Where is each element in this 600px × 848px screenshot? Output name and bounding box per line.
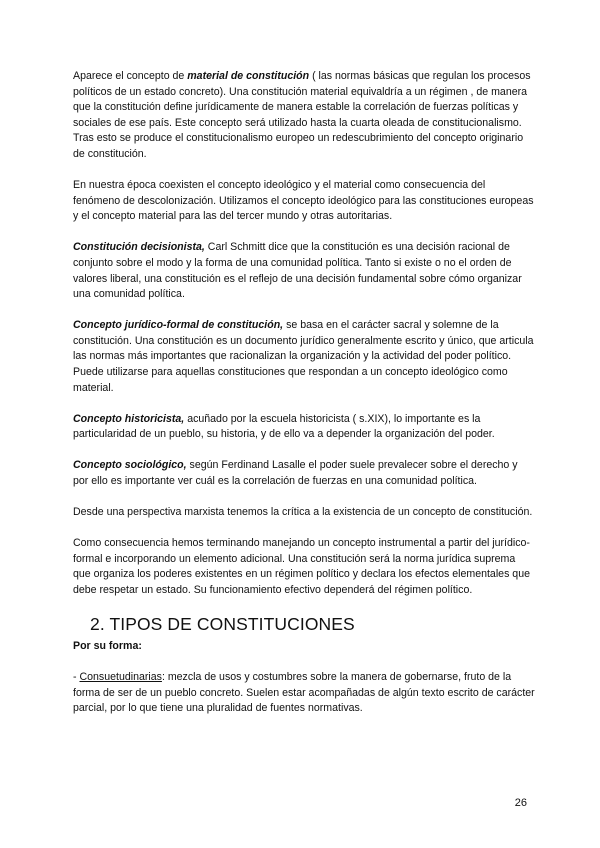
paragraph-historicist (73, 412, 535, 443)
paragraph-sociological (73, 458, 535, 489)
term-consuetudinarias: Consuetudinarias (79, 671, 162, 684)
paragraph-material-constitution (73, 69, 535, 131)
paragraph-text: se basa en el carácter sacral y solemne de la constitución. Una constitución es un documento jurídico generalmente escrito y único, que articula las normas más importantes que racionalizan la organización y la actividad del poder político. Puede utilizarse para aquellas constituciones que respondan a un concepto ideológico como material. (73, 319, 534, 394)
page-body (73, 69, 535, 717)
paragraph-text: : mezcla de usos y costumbres sobre la manera de gobernarse, fruto de la forma de ser de un pueblo concreto. Suelen estar acompañadas de algún texto escrito de carácter parcial, por lo que tiene una pluralidad de fuentes normativas. (73, 671, 535, 715)
term-sociological: Concepto sociológico, (73, 459, 187, 472)
paragraph-instrumental-concept: Como consecuencia hemos terminando manejando un concepto instrumental a partir del jurídico-formal e incorporando un elemento adicional. Una constitución será la norma jurídica suprema que organiza los poderes existentes en un régimen político y declara los efectos elementales que debe respetar un estado. Su funcionamiento efectivo dependerá del régimen político. (73, 537, 530, 596)
section-heading: 2. TIPOS DE CONSTITUCIONES (90, 614, 355, 635)
list-dash: - (73, 671, 80, 684)
page-number: 26 (514, 797, 527, 809)
paragraph-text: ( las normas básicas que regulan los procesos políticos de un estado concreto). Una constitución material equivaldría a un régimen , de manera que la constitución define jurídicamente de manera estable la correlación de fuerzas políticas y sociales de ese país. Este concepto será utilizado hasta la cuarta oleada de constitucionalismo. (73, 70, 531, 129)
term-juridical-formal: Concepto jurídico-formal de constitución, (73, 319, 284, 332)
term-historicist: Concepto historicista, (73, 412, 185, 425)
paragraph-decisionist (73, 240, 535, 302)
subheading-by-form: Por su forma: (73, 640, 142, 653)
paragraph-marxist: Desde una perspectiva marxista tenemos la crítica a la existencia de un concepto de constitución. (73, 506, 533, 519)
paragraph-text: según Ferdinand Lasalle el poder suele prevalecer sobre el derecho y por ello es importante ver cuál es la correlación de fuerzas en una comunidad política. (73, 459, 518, 487)
paragraph-text: Carl Schmitt dice que la constitución es una decisión racional de conjunto sobre el modo y la forma de una comunidad política. Tanto si existe o no el orden de valores liberal, una constitución es el reflejo de una decisión fundamental sobre cómo organizar una comunidad política. (73, 241, 522, 301)
term-material-constitution: material de constitución (187, 70, 310, 82)
paragraph-current-era: En nuestra época coexisten el concepto ideológico y el material como consecuencia del fenómeno de descolonización. Utilizamos el concepto ideológico para las constituciones europeas y el concepto material para las del tercer mundo y otras autoritarias. (73, 179, 534, 223)
paragraph-text: acuñado por la escuela historicista ( s.XIX), lo importante es la particularidad de un pueblo, su historia, y de ello va a depender la organización del poder. (73, 412, 495, 441)
paragraph-juridical-formal (73, 318, 535, 396)
paragraph-text: Aparece el concepto de (73, 70, 188, 82)
term-decisionist: Constitución decisionista, (73, 241, 205, 254)
paragraph-european-constitutionalism: Tras esto se produce el constitucionalismo europeo un redescubrimiento del concepto originario de constitución. (73, 132, 524, 160)
paragraph-consuetudinarias (73, 670, 535, 717)
